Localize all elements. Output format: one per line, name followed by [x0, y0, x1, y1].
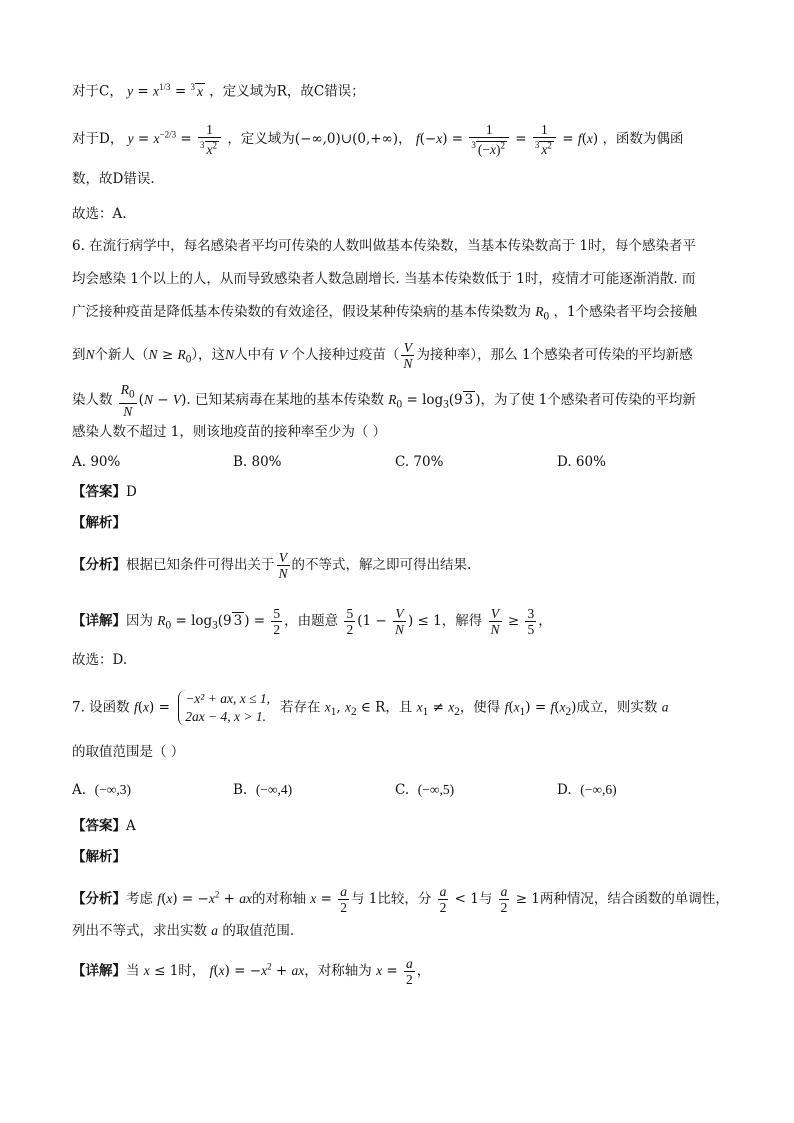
option-value: (−∞,3) [94, 782, 131, 797]
case-2: 2ax − 4, x > 1. [185, 709, 267, 724]
text: 根据已知条件可得出关于 [126, 557, 275, 573]
q6-choose: 故选：D. [72, 652, 128, 668]
q7-option-a [72, 780, 131, 800]
text: 到 [72, 347, 86, 363]
analysis-label: 【解析】 [72, 849, 126, 865]
option-label: D. [557, 782, 572, 798]
q6-fenxi: 【分析】根据已知条件可得出关于 $\frac{V}{N}$ 的不等式，解之即可得出结果. [72, 550, 472, 581]
text: 成立，则实数 [576, 699, 658, 716]
answer-label: 【答案】 [72, 818, 126, 834]
text: ，定义域为(−∞,0)∪(0,+∞)， [227, 130, 412, 147]
text: 时， [178, 963, 206, 979]
text: . 已知某病毒在某地的基本传染数 [186, 391, 384, 408]
option-value: (−∞,5) [417, 782, 455, 797]
q6-line-4: 到N个新人$(N \ge R_0)$，这N人中有 V 个人接种过疫苗（ $\frac{V}{N}$ 为接种率），那么 1个感染者可传染的平均新感 [72, 340, 693, 371]
option-value: (−∞,6) [580, 782, 617, 797]
text: ），这 [191, 347, 226, 363]
text: 两种情况，结合函数的单调性， [539, 891, 729, 907]
text: 对于C， [72, 83, 123, 100]
q7-fenxi-line-2: 列出不等式，求出实数 a 的取值范围. [72, 923, 295, 939]
q6-option-a: A. 90% [72, 454, 121, 470]
q6-analysis-label [72, 513, 126, 533]
text: ，定义域为R，故C错误； [209, 83, 365, 100]
q6-line-3: 广泛接种疫苗是降低基本传染数的有效途径，假设某种传染病的基本传染数为 $R_0$ ，1个感染者平均会接触 [72, 304, 698, 323]
q7-line-1: 7. 设函数 f(x) = −x² + ax, x ≤ 1, 2ax − 4, x > 1. 若存在 $x_1$, $x_2$ ∈ R，且 $x_1 \ne x_2$，使得 $f(x_1) = f(x_2)$成立，则实数 a [72, 691, 669, 724]
text: 当 [126, 963, 140, 979]
q6-line-6: 感染人数不超过 1，则该地疫苗的接种率至少为（ ） [72, 424, 387, 440]
answer-label: 【答案】 [72, 484, 126, 500]
q7-analysis-label [72, 847, 126, 867]
solution-line-d: 对于D， $y = x^{-2/3}$ = $\frac{1}{^3 x^2}$ ，定义域为(−∞,0)∪(0,+∞)， f(−x) = $\frac{1}{^3 (-x)^2}$ = $\frac{1}{^3 x^2}$ = f(x) ，函数为偶函 [72, 122, 684, 157]
solution-line-d-2: 数，故D错误. [72, 171, 155, 187]
q6-option-b: B. 80% [233, 454, 282, 470]
text: 7. 设函数 [72, 699, 130, 716]
option-value: (−∞,4) [255, 782, 293, 797]
text: ，由题意 [284, 613, 339, 629]
text: 的不等式，解之即可得出结果. [291, 557, 472, 573]
option-label: C. [395, 782, 410, 798]
fenxi-label: 【分析】 [72, 557, 126, 573]
text: ，解得 [441, 613, 483, 629]
q6-option-d: D. 60% [557, 454, 606, 470]
text: ，使得 [459, 699, 501, 716]
answer-value: D [126, 484, 137, 500]
q6-option-c: C. 70% [395, 454, 444, 470]
text: 与 [478, 891, 493, 907]
fenxi-label: 【分析】 [72, 891, 126, 907]
xiangjie-label: 【详解】 [72, 963, 126, 979]
case-1: −x² + ax, x ≤ 1, [185, 691, 270, 706]
q6-answer [72, 482, 137, 502]
text: ，且 [385, 699, 413, 716]
text: 若存在 [279, 699, 321, 716]
text: 的取值范围. [222, 923, 295, 939]
q6-xiangjie: 【详解】因为 $R_0 = \log_3(9$ 3 ) = $\frac{5}{2}$ ，由题意 $\frac{5}{2}$ (1 − $\frac{V}{N}$ ) ≤ 1，解得 $\frac{V}{N}$ ≥ $\frac{3}{5}$ ， [72, 606, 552, 637]
q7-option-b [233, 780, 292, 800]
q6-line-1: 6. 在流行病学中，每名感染者平均可传染的人数叫做基本传染数，当基本传染数高于 1时，每个感染者平 [72, 238, 697, 254]
q7-option-d [557, 780, 617, 800]
text: 列出不等式，求出实数 [72, 923, 207, 939]
text: 的对称轴 [251, 891, 306, 907]
text: 的取值范围是（ ） [72, 744, 185, 760]
answer-value: A [126, 818, 136, 834]
option-label: B. [233, 782, 248, 798]
choose-line-5: 故选：A. [72, 206, 127, 222]
q7-option-c [395, 780, 454, 800]
text: 因为 [126, 613, 153, 629]
q6-line-5: 染人数 $\frac{R_0}{N}$ (N − V). 已知某病毒在某地的基本传染数 $R_0 = \log_3(9$ 3 )，为了使 1个感染者可传染的平均新 [72, 382, 696, 419]
text: 与 1比较，分 [350, 891, 432, 907]
q7-line-2 [72, 742, 184, 762]
text: 人中有 [234, 347, 275, 363]
q7-fenxi: 【分析】考虑 $f(x) = -x^2$ + ax的对称轴 x = $\frac{a}{2}$ 与 1比较，分 $\frac{a}{2}$ < 1与 $\frac{a}{2}$ ≥ 1两种情况，结合函数的单调性， [72, 884, 729, 915]
piecewise-function [178, 690, 276, 726]
text: ， [538, 613, 552, 629]
text: 考虑 [126, 891, 153, 907]
q6-line-2: 均会感染 1个以上的人，从而导致感染者人数急剧增长. 当基本传染数低于 1时，疫情才可能逐渐消散. 而 [72, 271, 696, 287]
text: ，为了使 1个感染者可传染的平均新 [480, 391, 696, 408]
q7-answer [72, 816, 136, 836]
option-label: A. [72, 782, 87, 798]
text: 染人数 [72, 391, 113, 408]
analysis-label: 【解析】 [72, 515, 126, 531]
xiangjie-label: 【详解】 [72, 613, 126, 629]
q7-xiangjie: 【详解】当 x ≤ 1时， $f(x) = -x^2$ + ax，对称轴为 x = $\frac{a}{2}$ ， [72, 956, 431, 987]
text: ，对称轴为 [304, 963, 372, 979]
text: 对于D， [72, 130, 124, 147]
text: ，函数为偶函 [602, 130, 684, 147]
text: 广泛接种疫苗是降低基本传染数的有效途径，假设某种传染病的基本传染数为 [72, 304, 531, 320]
solution-line-c: 对于C， $y = x^{1/3} = ^3$ x ，定义域为R，故C错误； [72, 82, 365, 100]
text: ，1个感染者平均会接触 [553, 304, 698, 320]
text: ， [416, 963, 431, 979]
text: 个新人（ [94, 347, 149, 363]
text: 个人接种过疫苗（ [291, 347, 400, 363]
text: 为接种率），那么 1个感染者可传染的平均新感 [416, 347, 693, 363]
